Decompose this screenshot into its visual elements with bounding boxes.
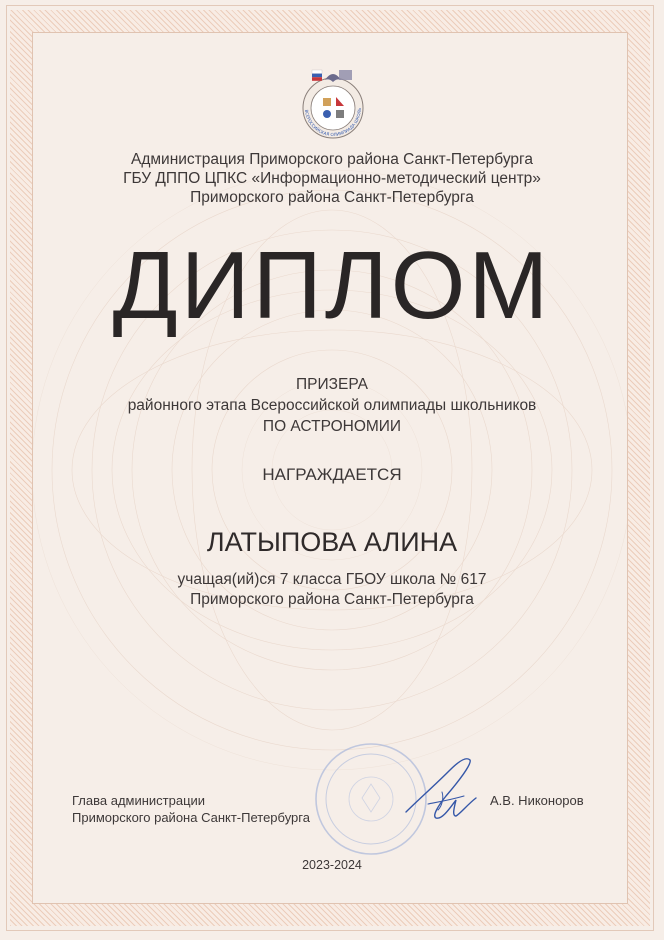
signatory-position — [72, 792, 372, 826]
award-description — [40, 374, 624, 437]
recipient-name: ЛАТЫПОВА АЛИНА — [206, 527, 458, 557]
organization-line-1: Администрация Приморского района Санкт-Петербурга — [131, 151, 533, 168]
awarded-label: НАГРАЖДАЕТСЯ — [262, 465, 402, 484]
signatory-name: А.В. Никоноров — [490, 793, 584, 808]
signature-icon — [398, 752, 488, 832]
award-rank: ПРИЗЕРА — [296, 376, 368, 393]
academic-year: 2023-2024 — [302, 858, 362, 872]
olympiad-emblem-icon — [292, 64, 374, 146]
organization-header — [40, 150, 624, 207]
position-line-1: Глава администрации — [72, 793, 206, 808]
position-line-2: Приморского района Санкт-Петербурга — [72, 810, 310, 825]
school-line-1: учащая(ий)ся 7 класса ГБОУ школа № 617 — [177, 571, 487, 588]
award-stage: районного этапа Всероссийской олимпиады школьников — [127, 397, 537, 414]
award-subject: ПО АСТРОНОМИИ — [262, 418, 402, 435]
recipient-school — [40, 570, 624, 610]
school-line-2: Приморского района Санкт-Петербурга — [190, 591, 474, 608]
diploma-title: ДИПЛОМ — [112, 232, 552, 339]
organization-line-2: ГБУ ДППО ЦПКС «Информационно-методический центр» — [123, 170, 541, 187]
organization-line-3: Приморского района Санкт-Петербурга — [190, 189, 474, 206]
emblem-text: ВСЕРОССИЙСКАЯ ОЛИМПИАДА ШКОЛЬ — [304, 107, 363, 138]
